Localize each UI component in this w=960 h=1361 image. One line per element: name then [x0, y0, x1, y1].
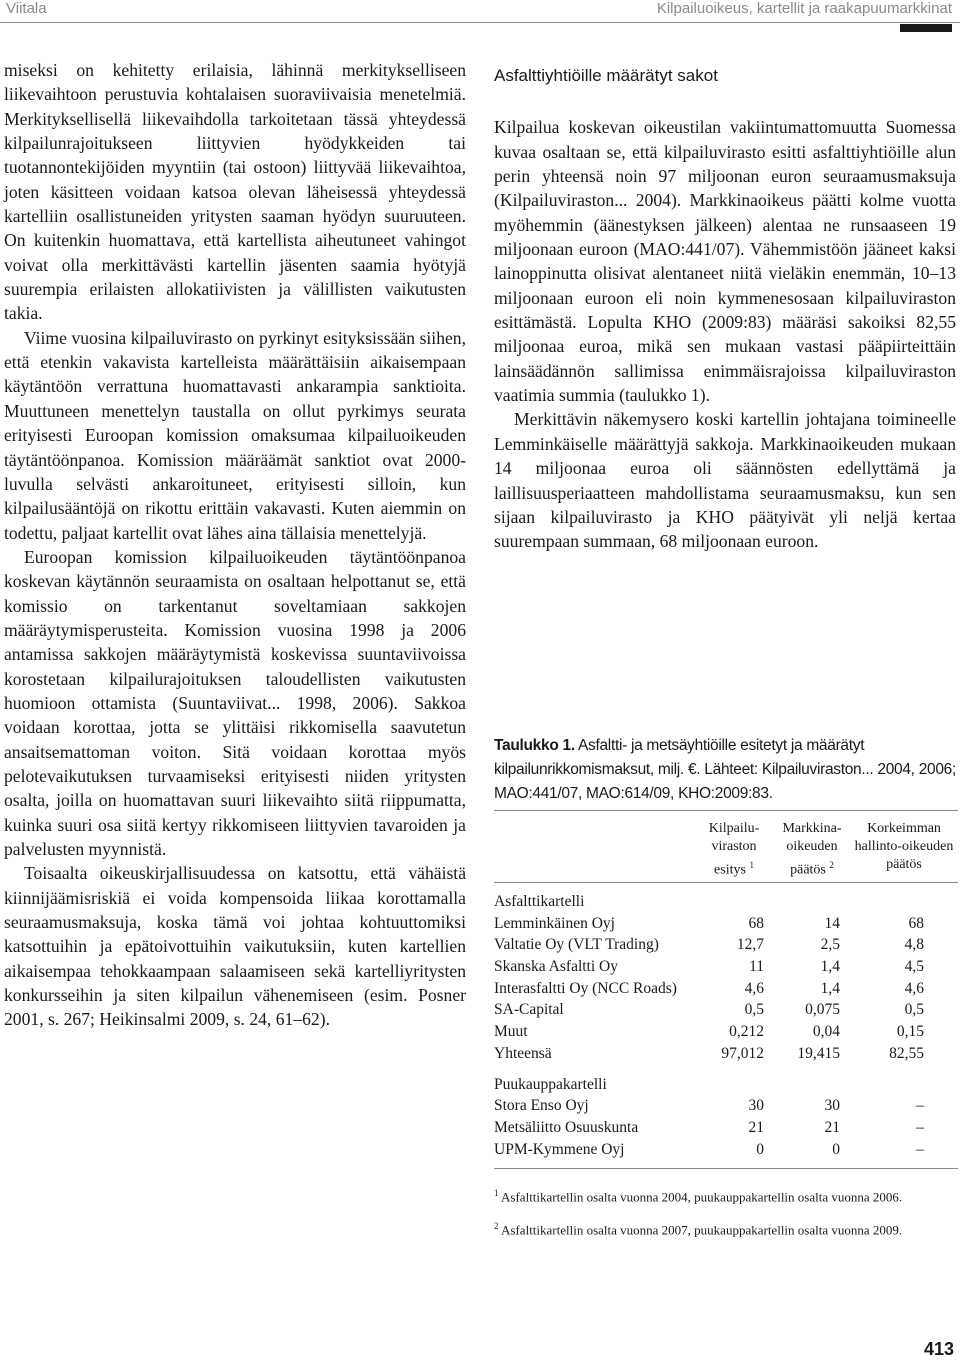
- body-paragraph: Euroopan komission kilpailuoikeuden täytäntöönpanoa koskevan käytännön seuraamista on osaltaan helpottanut se, että komissio on tarkentanut soveltamiaan sakkojen määräytymisperusteita. Komission vuosina 1998 ja 2006 antamissa sakkojen määräytymistä koskevissa suuntaviivoissa korostetaan kilpailurajoituksen taloudellisten vaikutusten huomioon ottamista (Suuntaviivat... 1998, 2006). Sakkoa voidaan korottaa, jotta se ylittäisi rikkomisella saavutetun ansaitsemattoman voiton. Sitä voidaan korottaa myös pelotevaikutuksen turvaamiseksi erityisesti niiden yritysten osalta, joilla on huomattavan suuri liikevaihto siitä riippumatta, kuinka suuri osa siitä kertyy rikkomiseen liittyvien tavaroiden ja palvelusten myynnistä.: [4, 546, 466, 859]
- table-cell-value: 14: [824, 914, 840, 932]
- table-cell-company: Lemminkäinen Oyj: [494, 914, 615, 932]
- table-footnote: [494, 1218, 944, 1238]
- table-cell-value: 4,6: [744, 979, 764, 997]
- footnote-marker: 2: [494, 1221, 499, 1231]
- table-cell-value: 68: [748, 914, 764, 932]
- table-row: [494, 1043, 924, 1065]
- footnote-marker: 1: [494, 1188, 499, 1198]
- table-cell-company: Yhteensä: [494, 1044, 552, 1062]
- column-header-line: Markkina-: [782, 821, 842, 836]
- table-cell-company: SA-Capital: [494, 1001, 564, 1019]
- table-footnote: [494, 1185, 944, 1205]
- body-paragraph: Kilpailua koskevan oikeustilan vakiintumattomuutta Suomessa kuvaa osaltaan se, että kilpailuvirasto esitti asfalttiyhtiöille alun perin yhteensä noin 97 miljoonan euron seuraamusmaksuja (Kilpailuviraston... 2004). Markkinaoikeus päätti kolme vuotta myöhemmin (äänestyksen jälkeen) alentaa ne runsaaseen 19 miljoonaan euroon (MAO:441/07). Vähemmistöön jääneet kaksi lainoppinutta olisivat alentaneet niitä vieläkin enemmän, 10–13 miljoonaan euroon eli noin kymmenesosaan kilpailuviraston esittämästä. Lopulta KHO (2009:83) määräsi sakoiksi 82,55 miljoonaa euroa, mikä sen mukaan vastasi pääpiirteittäin lainsäädännön sallimissa enimmäisrajoissa kilpailuviraston vaatimia summia (taulukko 1).: [494, 117, 956, 406]
- table-cell-value: 2,5: [820, 936, 840, 954]
- table-cell-value: 30: [748, 1097, 764, 1115]
- table-cell-value: 21: [824, 1118, 840, 1136]
- column-header-line: [772, 856, 852, 880]
- table-caption-text: Asfaltti- ja metsäyhtiöille esitetyt ja määrätyt kilpailunrikkomismaksut, milj. €. Lähteet: Kilpailuviraston... 2004, 2006; MAO:441/07, MAO:614/09, KHO:2009:83.: [494, 737, 956, 802]
- table-cell-value: 0: [832, 1140, 840, 1158]
- header-marker-block: [900, 24, 952, 32]
- table-cell-value: 0,5: [904, 1001, 924, 1019]
- table-cell-value: 1,4: [820, 979, 840, 997]
- table-cell-value: 19,415: [797, 1044, 840, 1062]
- body-paragraph: Viime vuosina kilpailuvirasto on pyrkinyt esityksissään siihen, että etenkin vakavista kartelleista määrättäisiin aikaisempaan käytäntöön verrattuna huomattavasti ankarampia sanktioita. Muuttuneen menettelyn taustalla on ollut pyrkimys seurata erityisesti Euroopan komission omaksumaa kilpailuoikeuden täytäntöönpanoa. Komission määräämät sanktiot ovat 2000-luvulla selvästi ankaroituneet, erityisesti silloin, kun kilpailusääntöjä on rikottu erittäin vakavasti. Kuten aiemmin on todettu, paljaat kartellit ovat lähes aina tällaisia menettelyjä.: [4, 327, 466, 543]
- table-cell-value: 0,04: [812, 1023, 840, 1041]
- table-group-title: [494, 1074, 924, 1096]
- column-header-line: oikeuden: [786, 839, 838, 854]
- table-caption-label: Taulukko 1.: [494, 737, 575, 754]
- table-cell-company: UPM-Kymmene Oyj: [494, 1140, 625, 1158]
- table-rule-header: [494, 882, 958, 883]
- table-rule-top: [494, 810, 958, 811]
- column-header-line: viraston: [711, 839, 757, 854]
- table-row: [494, 1021, 924, 1043]
- table-caption: [494, 734, 958, 806]
- section-heading: Asfalttiyhtiöille määrätyt sakot: [494, 66, 718, 85]
- table-row: [494, 1139, 924, 1161]
- table-cell-value: 4,5: [904, 958, 924, 976]
- table-row: [494, 999, 924, 1021]
- table-row: [494, 934, 924, 956]
- table-cell-value: 68: [908, 914, 924, 932]
- table-body: [494, 891, 924, 1160]
- body-paragraph: miseksi on kehitetty erilaisia, lähinnä merkitykselliseen liikevaihtoon perustuvia kohtalaisen suoraviivaisia menetelmiä. Merkityksellisellä liikevaihdolla tarkoitetaan tässä yhteydessä kilpailunrajoitukseen liittyvien hyödykkeiden tai tuotannontekijöiden myyntiin (tai ostoon) liittyvää liikevaihtoa, joten käsitteen voidaan katsoa olevan läheisessä yhteydessä kartelliin osallistuneiden yritysten saaman hyödyn suuruuteen. On kuitenkin huomattava, että kartellista aiheutuneet vahingot voivat olla merkittävästi kartellin jäsenten saamia hyötyjä suurempia erilaisten allokatiivisten ja välillisten vaikutusten takia.: [4, 60, 466, 324]
- table-cell-company: Skanska Asfaltti Oy: [494, 958, 618, 976]
- left-column: [4, 58, 466, 1032]
- table-group-title-text: Puukauppakartelli: [494, 1075, 607, 1093]
- footnote-marker: 2: [829, 860, 834, 870]
- table-rule-bottom: [494, 1168, 958, 1169]
- table-cell-company: Stora Enso Oyj: [494, 1097, 589, 1115]
- footnote-text: Asfalttikartellin osalta vuonna 2007, puukauppakartellin osalta vuonna 2009.: [498, 1222, 903, 1238]
- column-header-line: Kilpailu-: [708, 821, 760, 836]
- table-cell-value: –: [916, 1140, 924, 1158]
- column-header-line: hallinto-oikeuden: [854, 839, 954, 854]
- table-row: [494, 978, 924, 1000]
- table-column-header: [694, 820, 774, 880]
- table-group-title-text: Asfalttikartelli: [494, 893, 585, 910]
- table-cell-company: Muut: [494, 1023, 528, 1041]
- table-cell-value: 11: [749, 958, 764, 976]
- page-number: 413: [923, 1339, 954, 1359]
- table-cell-value: 0: [756, 1140, 764, 1158]
- table-column-header: [772, 820, 852, 880]
- table-cell-value: 21: [748, 1118, 764, 1136]
- running-header-title: Kilpailuoikeus, kartellit ja raakapuumarkkinat: [656, 0, 952, 17]
- table-group-title: [494, 891, 924, 913]
- column-header-text: esitys: [714, 862, 746, 878]
- table-row: [494, 956, 924, 978]
- table-column-header: [846, 820, 960, 874]
- table-cell-value: 0,075: [805, 1001, 840, 1019]
- right-column: [494, 64, 956, 554]
- table-cell-value: 12,7: [736, 936, 764, 954]
- column-header-line: Korkeimman: [867, 821, 941, 836]
- table-cell-value: 82,55: [889, 1044, 924, 1062]
- column-header-line: [694, 856, 774, 880]
- footnote-marker: 1: [749, 860, 754, 870]
- table-row: [494, 913, 924, 935]
- table-cell-value: 0,5: [744, 1001, 764, 1019]
- header-rule: [0, 22, 960, 23]
- column-header-line: päätös: [886, 857, 922, 872]
- running-header-author: Viitala: [6, 0, 47, 17]
- table-cell-value: 4,8: [904, 936, 924, 954]
- table-group-gap: [494, 1065, 924, 1074]
- column-header-text: päätös: [790, 862, 826, 878]
- table-cell-company: Metsäliitto Osuuskunta: [494, 1118, 639, 1136]
- table-cell-value: –: [916, 1097, 924, 1115]
- table-cell-company: Valtatie Oy (VLT Trading): [494, 936, 659, 954]
- table-cell-value: 0,212: [729, 1023, 764, 1041]
- body-paragraph: Toisaalta oikeuskirjallisuudessa on katsottu, että vähäistä kiinnijäämisriskiä ei voida kompensoida liikaa korottamalla seuraamusmaksuja, koska tämä voi johtaa kohtuuttomiksi katsottuihin ja epätoivottuihin vaikutuksiin, kuten kartellien aikaisempaa tehokkaampaan salaamiseen sekä kartelliyritysten konkursseihin ja siten kilpailun vähenemiseen (esim. Posner 2001, s. 267; Heikinsalmi 2009, s. 24, 61–62).: [4, 863, 466, 1030]
- footnote-text: Asfalttikartellin osalta vuonna 2004, puukauppakartellin osalta vuonna 2006.: [498, 1189, 903, 1205]
- table-cell-value: 97,012: [721, 1044, 764, 1062]
- table-row: [494, 1117, 924, 1139]
- table-cell-company: Interasfaltti Oy (NCC Roads): [494, 979, 677, 997]
- table-cell-value: –: [916, 1118, 924, 1136]
- body-paragraph: Merkittävin näkemysero koski kartellin johtajana toimineelle Lemminkäiselle määrättyjä sakkoja. Markkinaoikeuden mukaan 14 miljoonaa euroa oli säännösten edellyttämä ja laillisuusperiaatteen mahdollistama seuraamusmaksu, kun sen sijaan kilpailuvirasto ja KHO päätyivät yli neljä kertaa suurempaan summaan, 68 miljoonaan euroon.: [494, 409, 956, 552]
- table-cell-value: 0,15: [896, 1023, 924, 1041]
- table-cell-value: 30: [824, 1097, 840, 1115]
- table-cell-value: 1,4: [820, 958, 840, 976]
- table-cell-value: 4,6: [904, 979, 924, 997]
- table-row: [494, 1095, 924, 1117]
